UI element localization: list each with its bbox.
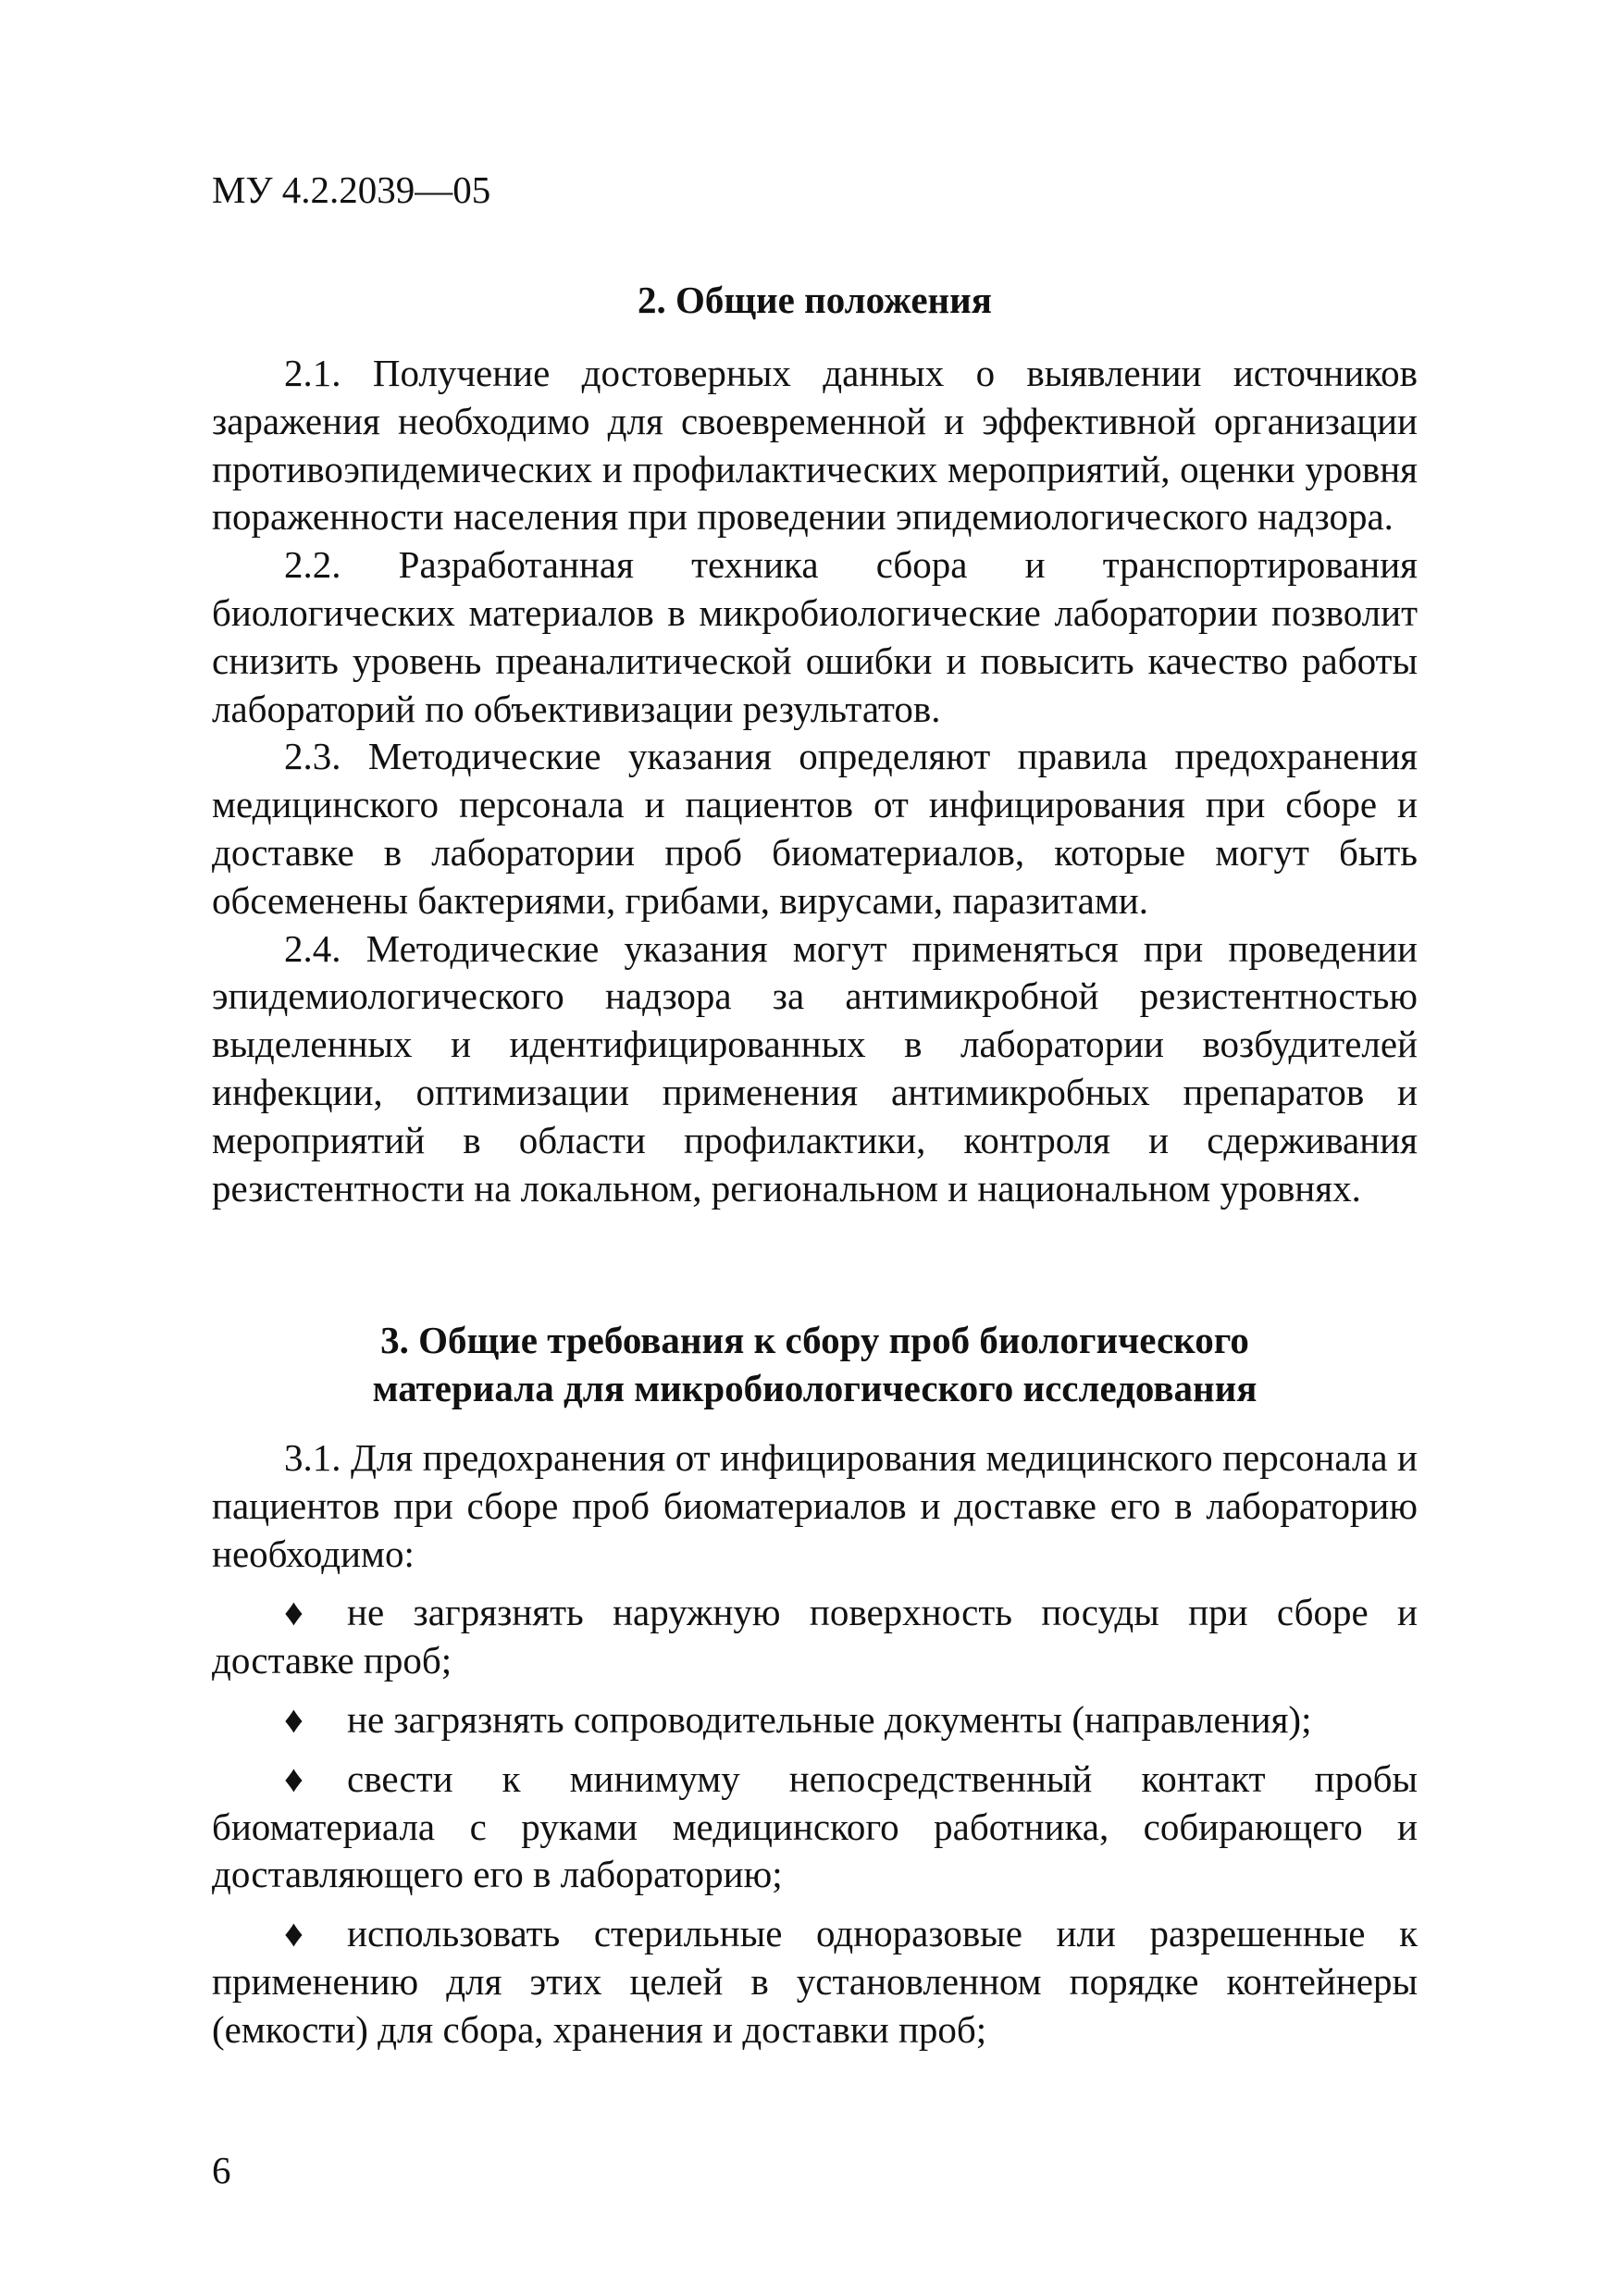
paragraph-2-4: 2.4. Методические указания могут применяться при проведении эпидемиологического надзора за антимикробной резистентностью выделенных и идентифицированных в лаборатории возбудителей инфекции, оптимизации применения антимикробных препаратов и мероприятий в области профилактики, контроля и сдерживания резистентности на локальном, региональном и национальном уровнях. [212,926,1418,1210]
section-3-title-line-1: 3. Общие требования к сбору проб биологического [380,1319,1249,1361]
bullet-item [212,1589,1418,1685]
paragraph-2-2: 2.2. Разработанная техника сбора и транспортирования биологических материалов в микробиологические лаборатории позволит снизить уровень преаналитической ошибки и повысить качество работы лабораторий по объективизации результатов. [212,543,1418,730]
paragraph-3-1: 3.1. Для предохранения от инфицирования медицинского персонала и пациентов при сборе проб биоматериалов и доставке его в лабораторию необходимо: [212,1436,1418,1575]
bullet-item [212,1756,1418,1899]
diamond-bullet-icon: ♦ [284,1697,304,1741]
bullet-item [212,1696,1418,1744]
diamond-bullet-icon: ♦ [284,1756,304,1800]
bullet-text: не загрязнять наружную поверхность посуды при сборе и доставке проб; [212,1591,1418,1682]
paragraph-2-3: 2.3. Методические указания определяют правила предохранения медицинского персонала и пациентов от инфицирования при сборе и доставке в лаборатории проб биоматериалов, которые могут быть обсеменены бактериями, грибами, вирусами, паразитами. [212,735,1418,922]
section-3-title-line-2: материала для микробиологического исследования [372,1367,1258,1409]
bullet-text: не загрязнять сопроводительные документы (направления); [347,1697,1312,1741]
bullet-item [212,1910,1418,2054]
paragraph-2-1: 2.1. Получение достоверных данных о выявлении источников заражения необходимо для своевременной и эффективной организации противоэпидемических и профилактических мероприятий, оценки уровня пораженности населения при проведении эпидемиологического надзора. [212,352,1418,539]
section-3-title [212,1316,1418,1412]
section-2-title: 2. Общие положения [638,279,992,321]
page-number: 6 [212,2149,231,2191]
diamond-bullet-icon: ♦ [284,1591,304,1634]
section-3-body [212,1434,1418,2054]
bullet-text: использовать стерильные одноразовые или разрешенные к применению для этих целей в установленном порядке контейнеры (емкости) для сбора, хранения и доставки проб; [212,1912,1418,2051]
diamond-bullet-icon: ♦ [284,1912,304,1955]
bullet-text: свести к минимуму непосредственный контакт пробы биоматериала с руками медицинского работника, собирающего и доставляющего его в лабораторию; [212,1756,1418,1896]
section-2-body [212,350,1418,1212]
document-code: МУ 4.2.2039—05 [212,168,491,211]
